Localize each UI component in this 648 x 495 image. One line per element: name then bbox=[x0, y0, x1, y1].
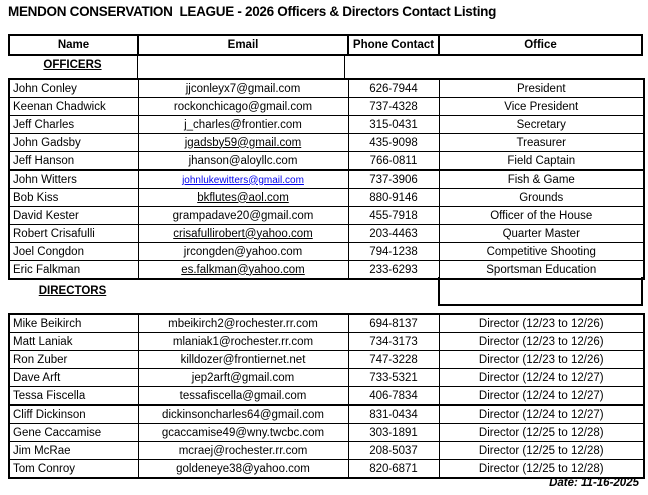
phone-cell: 315-0431 bbox=[348, 116, 439, 134]
table-row bbox=[9, 405, 644, 424]
name-cell: Ron Zuber bbox=[9, 351, 138, 369]
phone-cell: 734-3173 bbox=[348, 333, 439, 351]
empty-office-cell bbox=[438, 277, 643, 306]
name-cell: Tom Conroy bbox=[9, 460, 138, 479]
date-stamp: Date: 11-16-2025 bbox=[549, 477, 639, 489]
email-text: killdozer@frontiernet.net bbox=[180, 353, 306, 366]
email-cell bbox=[138, 134, 348, 152]
email-text: jhanson@aloyllc.com bbox=[188, 154, 298, 167]
empty-email-cell-borders bbox=[137, 55, 345, 78]
name-cell: Dave Arft bbox=[9, 369, 138, 387]
email-link[interactable]: bkflutes@aol.com bbox=[197, 191, 289, 204]
phone-cell: 737-3906 bbox=[348, 170, 439, 189]
phone-cell: 737-4328 bbox=[348, 98, 439, 116]
email-text: j_charles@frontier.com bbox=[184, 118, 302, 131]
email-text: jjconleyx7@gmail.com bbox=[185, 82, 301, 95]
phone-cell: 733-5321 bbox=[348, 369, 439, 387]
email-link[interactable]: es.falkman@yahoo.com bbox=[181, 263, 305, 276]
phone-cell: 831-0434 bbox=[348, 405, 439, 424]
name-cell: Cliff Dickinson bbox=[9, 405, 138, 424]
email-text: jep2arft@gmail.com bbox=[191, 371, 295, 384]
header-phone-contact: Phone Contact bbox=[349, 36, 440, 54]
phone-cell: 455-7918 bbox=[348, 207, 439, 225]
table-row bbox=[9, 207, 644, 225]
email-text: goldeneye38@yahoo.com bbox=[176, 462, 310, 475]
name-cell: Jeff Hanson bbox=[9, 152, 138, 171]
phone-cell: 208-5037 bbox=[348, 442, 439, 460]
email-cell bbox=[138, 351, 348, 369]
name-cell: Bob Kiss bbox=[9, 189, 138, 207]
email-cell bbox=[138, 333, 348, 351]
table-row bbox=[9, 243, 644, 261]
email-text: mlaniak1@rochester.rr.com bbox=[172, 335, 314, 348]
email-text: gcaccamise49@wny.twcbc.com bbox=[161, 426, 325, 439]
office-cell: Vice President bbox=[439, 98, 644, 116]
phone-cell: 406-7834 bbox=[348, 387, 439, 406]
office-cell: Sportsman Education bbox=[439, 261, 644, 280]
name-cell: Jim McRae bbox=[9, 442, 138, 460]
office-cell: Treasurer bbox=[439, 134, 644, 152]
table-row bbox=[9, 424, 644, 442]
directors-table bbox=[8, 313, 645, 479]
header-office: Office bbox=[524, 39, 557, 51]
header-name: Name bbox=[10, 36, 139, 54]
table-row bbox=[9, 189, 644, 207]
table-row bbox=[9, 79, 644, 98]
email-cell bbox=[138, 442, 348, 460]
phone-cell: 203-4463 bbox=[348, 225, 439, 243]
name-cell: Eric Falkman bbox=[9, 261, 138, 280]
email-cell bbox=[138, 387, 348, 406]
email-text: mcraej@rochester.rr.com bbox=[178, 444, 308, 457]
email-text: jrcongden@yahoo.com bbox=[183, 245, 303, 258]
table-row bbox=[9, 116, 644, 134]
name-cell: Robert Crisafulli bbox=[9, 225, 138, 243]
name-cell: Keenan Chadwick bbox=[9, 98, 138, 116]
phone-cell: 435-9098 bbox=[348, 134, 439, 152]
email-text: tessafiscella@gmail.com bbox=[179, 389, 307, 402]
office-cell: Director (12/24 to 12/27) bbox=[439, 369, 644, 387]
office-cell: Director (12/23 to 12/26) bbox=[439, 314, 644, 333]
table-row bbox=[9, 152, 644, 171]
email-cell bbox=[138, 170, 348, 189]
directors-section-label: DIRECTORS bbox=[38, 285, 107, 297]
phone-cell: 626-7944 bbox=[348, 79, 439, 98]
phone-cell: 766-0811 bbox=[348, 152, 439, 171]
email-cell bbox=[138, 98, 348, 116]
phone-cell: 820-6871 bbox=[348, 460, 439, 479]
name-cell: Matt Laniak bbox=[9, 333, 138, 351]
email-cell bbox=[138, 152, 348, 171]
office-cell: Fish & Game bbox=[439, 170, 644, 189]
email-cell bbox=[138, 243, 348, 261]
email-text: rockonchicago@gmail.com bbox=[173, 100, 313, 113]
table-row bbox=[9, 351, 644, 369]
office-cell: Director (12/25 to 12/28) bbox=[439, 424, 644, 442]
email-cell bbox=[138, 207, 348, 225]
table-row bbox=[9, 460, 644, 479]
office-cell: Director (12/25 to 12/28) bbox=[439, 460, 644, 479]
email-cell bbox=[138, 225, 348, 243]
name-cell: Tessa Fiscella bbox=[9, 387, 138, 406]
email-text: dickinsoncharles64@gmail.com bbox=[162, 408, 324, 421]
table-header-row bbox=[8, 34, 643, 56]
office-cell: Director (12/24 to 12/27) bbox=[439, 387, 644, 406]
email-cell bbox=[138, 405, 348, 424]
email-link[interactable]: crisafullirobert@yahoo.com bbox=[173, 227, 313, 240]
office-cell: Director (12/23 to 12/26) bbox=[439, 351, 644, 369]
phone-cell: 794-1238 bbox=[348, 243, 439, 261]
name-cell: John Witters bbox=[9, 170, 138, 189]
email-cell bbox=[138, 314, 348, 333]
email-cell bbox=[138, 261, 348, 280]
phone-cell: 747-3228 bbox=[348, 351, 439, 369]
email-cell bbox=[138, 369, 348, 387]
email-cell bbox=[138, 79, 348, 98]
name-cell: Jeff Charles bbox=[9, 116, 138, 134]
table-row bbox=[9, 369, 644, 387]
name-cell: David Kester bbox=[9, 207, 138, 225]
office-cell: Director (12/25 to 12/28) bbox=[439, 442, 644, 460]
table-row bbox=[9, 225, 644, 243]
office-cell: Officer of the House bbox=[439, 207, 644, 225]
name-cell: Joel Congdon bbox=[9, 243, 138, 261]
officers-section-label: OFFICERS bbox=[43, 59, 102, 71]
officers-table bbox=[8, 78, 645, 280]
table-row bbox=[9, 134, 644, 152]
office-cell: Secretary bbox=[439, 116, 644, 134]
page-title: MENDON CONSERVATION LEAGUE - 2026 Officers & Directors Contact Listing bbox=[8, 4, 497, 19]
name-cell: John Conley bbox=[9, 79, 138, 98]
name-cell: Gene Caccamise bbox=[9, 424, 138, 442]
phone-cell: 233-6293 bbox=[348, 261, 439, 280]
email-cell bbox=[138, 116, 348, 134]
email-cell bbox=[138, 460, 348, 479]
table-row bbox=[9, 333, 644, 351]
email-text: mbeikirch2@rochester.rr.com bbox=[168, 317, 318, 330]
office-cell: Competitive Shooting bbox=[439, 243, 644, 261]
email-cell bbox=[138, 189, 348, 207]
office-cell: Director (12/23 to 12/26) bbox=[439, 333, 644, 351]
email-cell bbox=[138, 424, 348, 442]
email-text: grampadave20@gmail.com bbox=[172, 209, 314, 222]
office-cell: Field Captain bbox=[439, 152, 644, 171]
email-link[interactable]: johnlukewitters@gmail.com bbox=[182, 174, 304, 186]
phone-cell: 880-9146 bbox=[348, 189, 439, 207]
table-row bbox=[9, 314, 644, 333]
email-link[interactable]: jgadsby59@gmail.com bbox=[184, 136, 302, 149]
phone-cell: 694-8137 bbox=[348, 314, 439, 333]
table-row bbox=[9, 442, 644, 460]
name-cell: Mike Beikirch bbox=[9, 314, 138, 333]
phone-cell: 303-1891 bbox=[348, 424, 439, 442]
office-cell: Quarter Master bbox=[439, 225, 644, 243]
table-row bbox=[9, 387, 644, 406]
name-cell: John Gadsby bbox=[9, 134, 138, 152]
table-row bbox=[9, 170, 644, 189]
office-cell: President bbox=[439, 79, 644, 98]
header-email: Email bbox=[139, 36, 349, 54]
office-cell: Director (12/24 to 12/27) bbox=[439, 405, 644, 424]
table-row bbox=[9, 98, 644, 116]
office-cell: Grounds bbox=[439, 189, 644, 207]
